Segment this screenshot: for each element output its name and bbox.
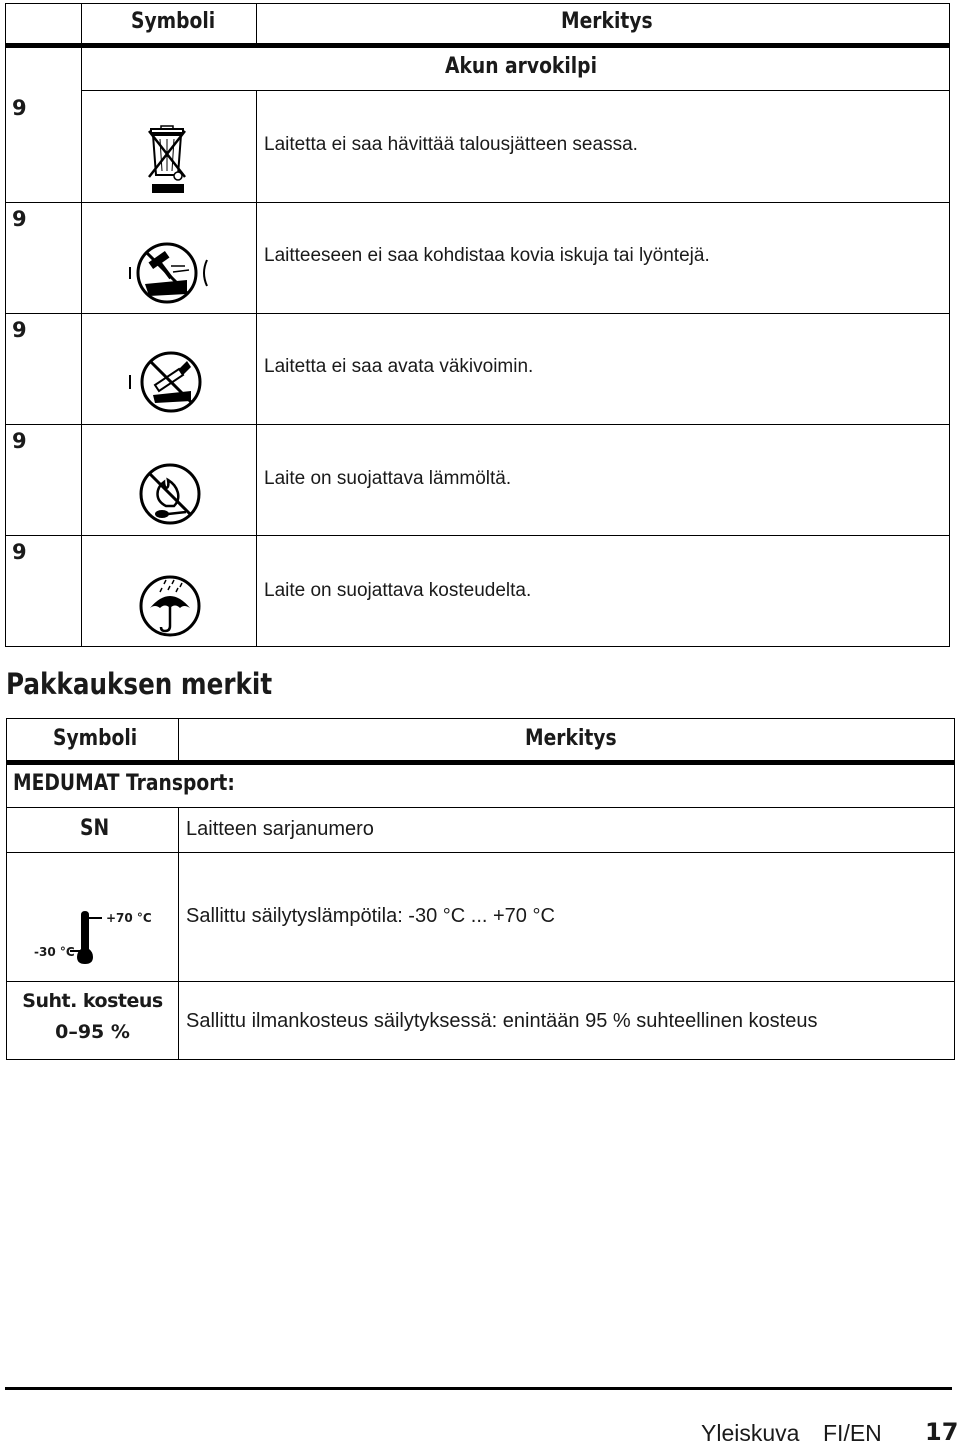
footer-lang: FI/EN: [823, 1420, 882, 1446]
table2-header-meaning: Merkitys: [525, 726, 617, 751]
temp-low-label: -30 °C: [34, 945, 75, 959]
row-ref: 9: [12, 96, 27, 120]
row-meaning-text: Laitteeseen ei saa kohdistaa kovia iskuja tai lyöntejä.: [264, 245, 710, 266]
keep-dry-umbrella-icon: [138, 574, 202, 638]
table1-header-meaning: Merkitys: [561, 9, 653, 34]
table1-header-symbol: Symboli: [131, 9, 216, 34]
no-saw-force-icon: [127, 351, 203, 417]
no-hammer-blows-icon: [127, 240, 211, 308]
crossed-out-wheelie-bin-icon: [145, 125, 191, 197]
section-title-packaging: Pakkauksen merkit: [6, 667, 273, 701]
no-heat-flame-icon: [138, 462, 202, 526]
row-meaning-text: Laite on suojattava lämmöltä.: [264, 468, 512, 489]
temp-high-label: +70 °C: [106, 911, 152, 925]
row-meaning-text: Laitetta ei saa avata väkivoimin.: [264, 356, 534, 377]
row-ref: 9: [12, 207, 27, 231]
row-meaning-text: Laite on suojattava kosteudelta.: [264, 580, 532, 601]
row-ref: 9: [12, 540, 27, 564]
humidity-symbol-line1: Suht. kosteus: [22, 990, 163, 1012]
humidity-symbol-line2: 0–95 %: [55, 1021, 130, 1043]
table1-section-title: Akun arvokilpi: [445, 54, 597, 79]
humidity-symbol: [7, 990, 178, 1043]
row-meaning-text: Laitteen sarjanumero: [186, 818, 374, 840]
table2-header-symbol: Symboli: [53, 726, 138, 751]
group-label: MEDUMAT Transport:: [13, 771, 235, 796]
footer-rule: [5, 1387, 952, 1390]
row-meaning-text: Sallittu säilytyslämpötila: -30 °C ... +70 °C: [186, 905, 555, 927]
serial-number-symbol: SN: [80, 816, 110, 841]
page-number: 17: [925, 1418, 959, 1446]
row-ref: 9: [12, 318, 27, 342]
footer-section: Yleiskuva: [701, 1420, 800, 1446]
row-meaning-text: Sallittu ilmankosteus säilytyksessä: enintään 95 % suhteellinen kosteus: [186, 1010, 818, 1032]
row-meaning-text: Laitetta ei saa hävittää talousjätteen seassa.: [264, 134, 638, 155]
row-ref: 9: [12, 429, 27, 453]
